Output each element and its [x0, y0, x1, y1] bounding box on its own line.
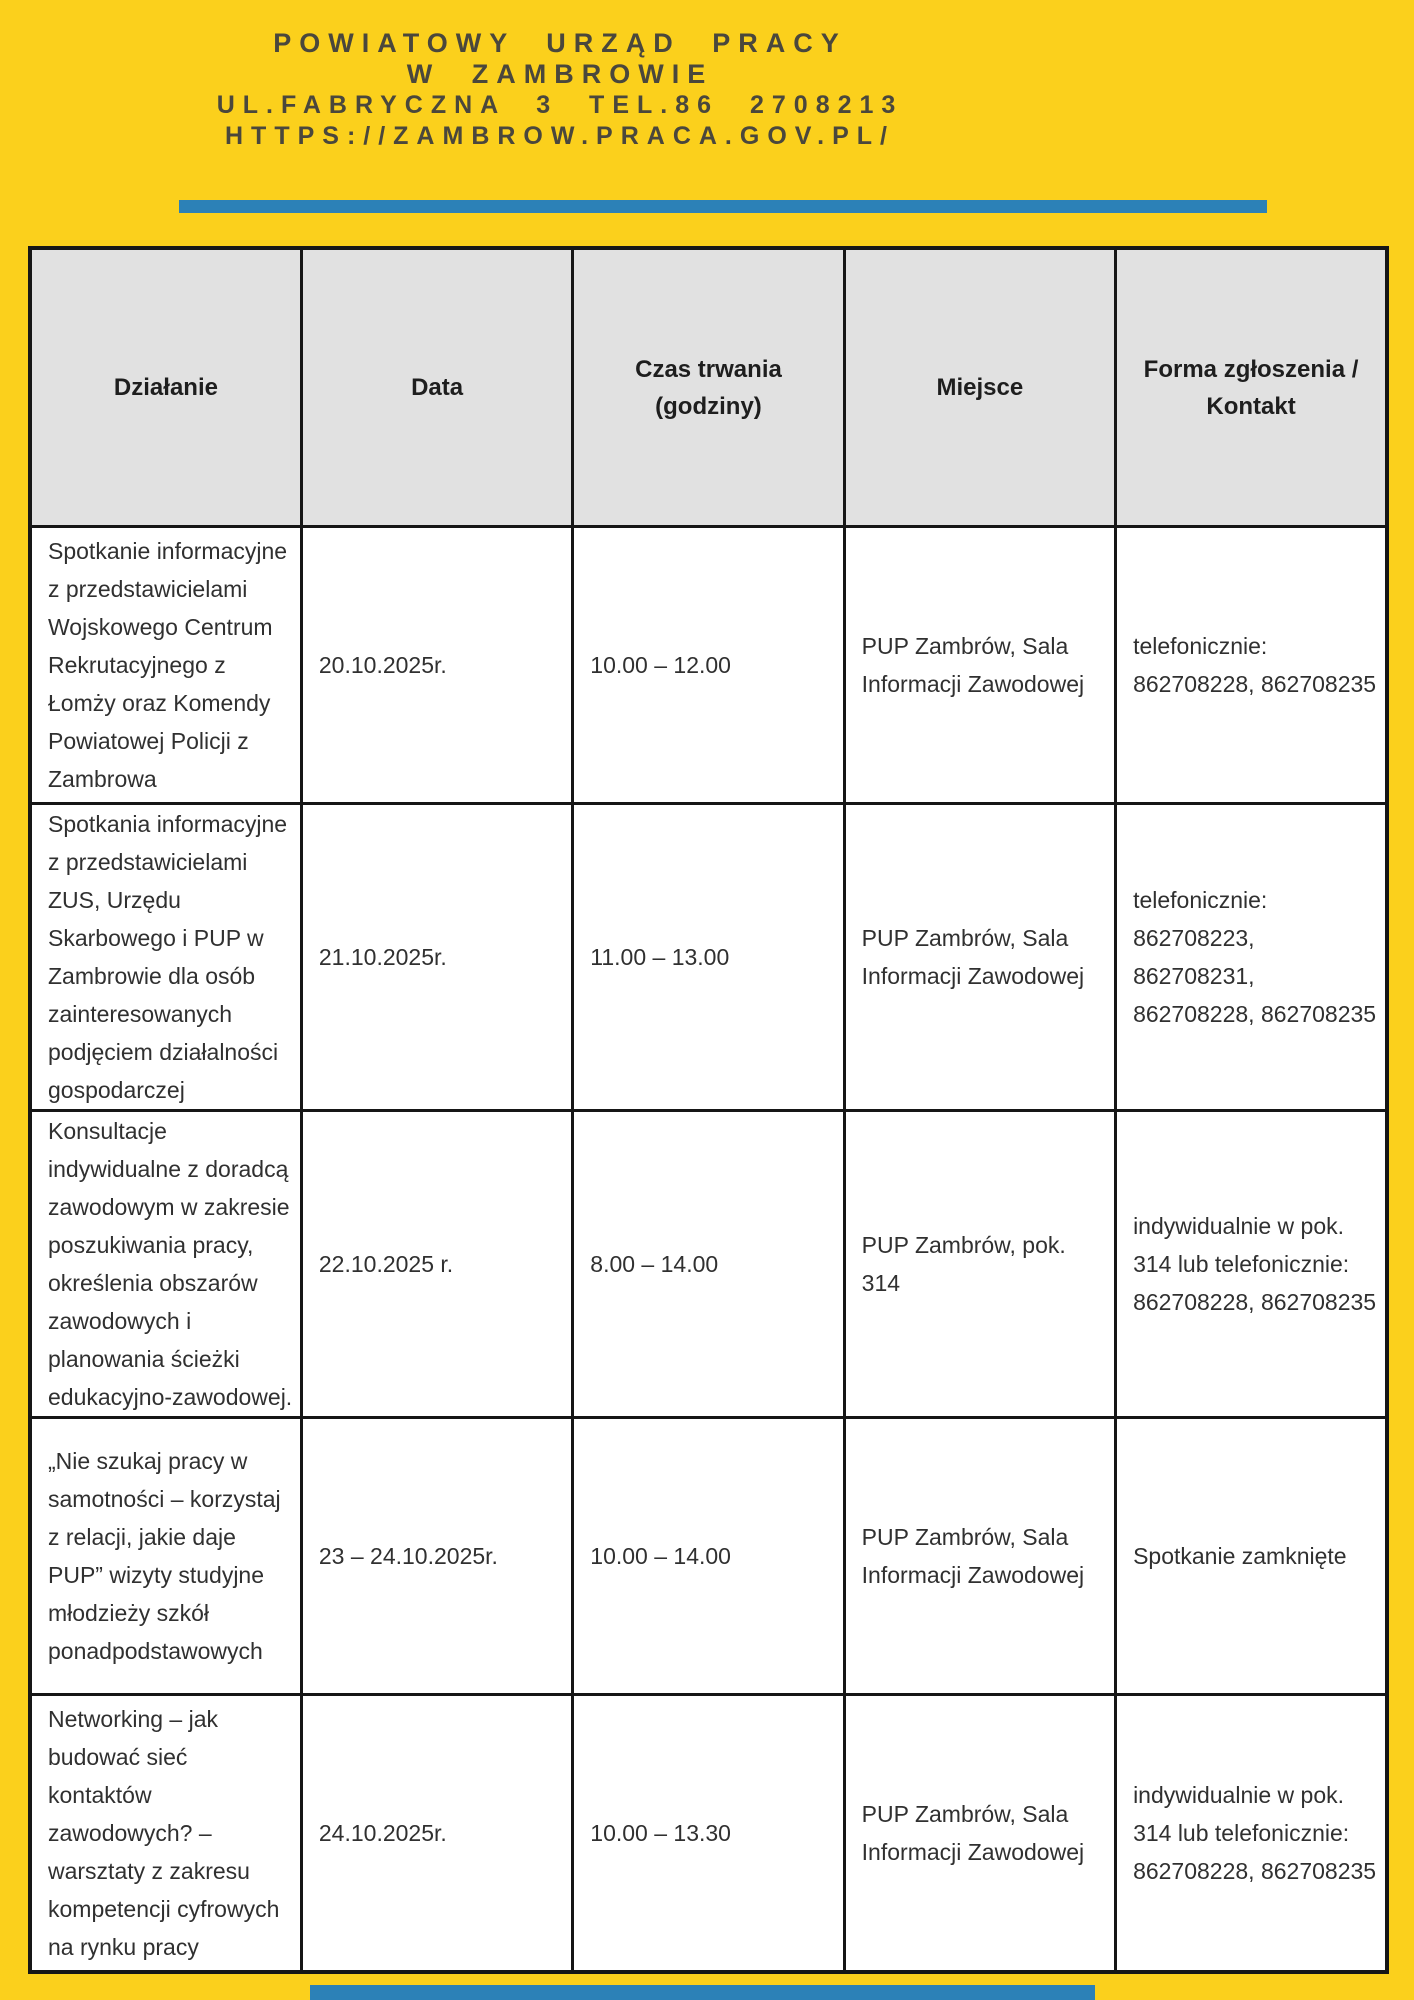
cell-date: 22.10.2025 r. [301, 1111, 572, 1418]
cell-contact: indywidualnie w pok. 314 lub telefonicznie: 862708228, 862708235 [1116, 1695, 1387, 1973]
cell-contact: indywidualnie w pok. 314 lub telefonicznie: 862708228, 862708235 [1116, 1111, 1387, 1418]
org-name-line-1: POWIATOWY URZĄD PRACY [273, 28, 847, 58]
cell-activity: Networking – jak budować sieć kontaktów zawodowych? – warsztaty z zakresu kompetencji cyfrowych na rynku pracy [30, 1695, 301, 1973]
column-header-dzialanie: Działanie [30, 248, 301, 527]
cell-duration: 10.00 – 14.00 [573, 1418, 844, 1695]
cell-date: 20.10.2025r. [301, 527, 572, 804]
cell-place: PUP Zambrów, Sala Informacji Zawodowej [844, 1695, 1115, 1973]
table-row [30, 1111, 1387, 1418]
cell-contact: Spotkanie zamknięte [1116, 1418, 1387, 1695]
cell-date: 23 – 24.10.2025r. [301, 1418, 572, 1695]
cell-date: 24.10.2025r. [301, 1695, 572, 1973]
cell-activity: Spotkania informacyjne z przedstawicielami ZUS, Urzędu Skarbowego i PUP w Zambrowie dla osób zainteresowanych podjęciem działalności gospodarczej [30, 804, 301, 1111]
column-header-czas-trwania: Czas trwania (godziny) [573, 248, 844, 527]
cell-duration: 11.00 – 13.00 [573, 804, 844, 1111]
cell-place: PUP Zambrów, Sala Informacji Zawodowej [844, 1418, 1115, 1695]
cell-contact: telefonicznie: 862708223, 862708231, 862708228, 862708235 [1116, 804, 1387, 1111]
events-table [28, 246, 1389, 1974]
bottom-accent-bar [310, 1985, 1095, 2000]
cell-contact: telefonicznie: 862708228, 862708235 [1116, 527, 1387, 804]
org-name-line-2: W ZAMBROWIE [406, 59, 714, 89]
cell-duration: 8.00 – 14.00 [573, 1111, 844, 1418]
cell-place: PUP Zambrów, pok. 314 [844, 1111, 1115, 1418]
cell-activity: „Nie szukaj pracy w samotności – korzystaj z relacji, jakie daje PUP” wizyty studyjne młodzieży szkół ponadpodstawowych [30, 1418, 301, 1695]
divider-line [179, 200, 1267, 213]
cell-place: PUP Zambrów, Sala Informacji Zawodowej [844, 804, 1115, 1111]
table-row [30, 1418, 1387, 1695]
column-header-data: Data [301, 248, 572, 527]
letterhead [0, 0, 1120, 152]
table-row [30, 527, 1387, 804]
table-header-row [30, 248, 1387, 527]
org-website: HTTPS://ZAMBROW.PRACA.GOV.PL/ [225, 122, 895, 150]
cell-date: 21.10.2025r. [301, 804, 572, 1111]
cell-duration: 10.00 – 13.30 [573, 1695, 844, 1973]
column-header-forma-zgloszenia: Forma zgłoszenia / Kontakt [1116, 248, 1387, 527]
org-address-phone: UL.FABRYCZNA 3 TEL.86 2708213 [216, 91, 904, 119]
cell-activity: Konsultacje indywidualne z doradcą zawodowym w zakresie poszukiwania pracy, określenia obszarów zawodowych i planowania ścieżki edukacyjno-zawodowej. [30, 1111, 301, 1418]
table-row [30, 1695, 1387, 1973]
cell-activity: Spotkanie informacyjne z przedstawicielami Wojskowego Centrum Rekrutacyjnego z Łomży oraz Komendy Powiatowej Policji z Zambrowa [30, 527, 301, 804]
table-row [30, 804, 1387, 1111]
cell-place: PUP Zambrów, Sala Informacji Zawodowej [844, 527, 1115, 804]
column-header-miejsce: Miejsce [844, 248, 1115, 527]
cell-duration: 10.00 – 12.00 [573, 527, 844, 804]
